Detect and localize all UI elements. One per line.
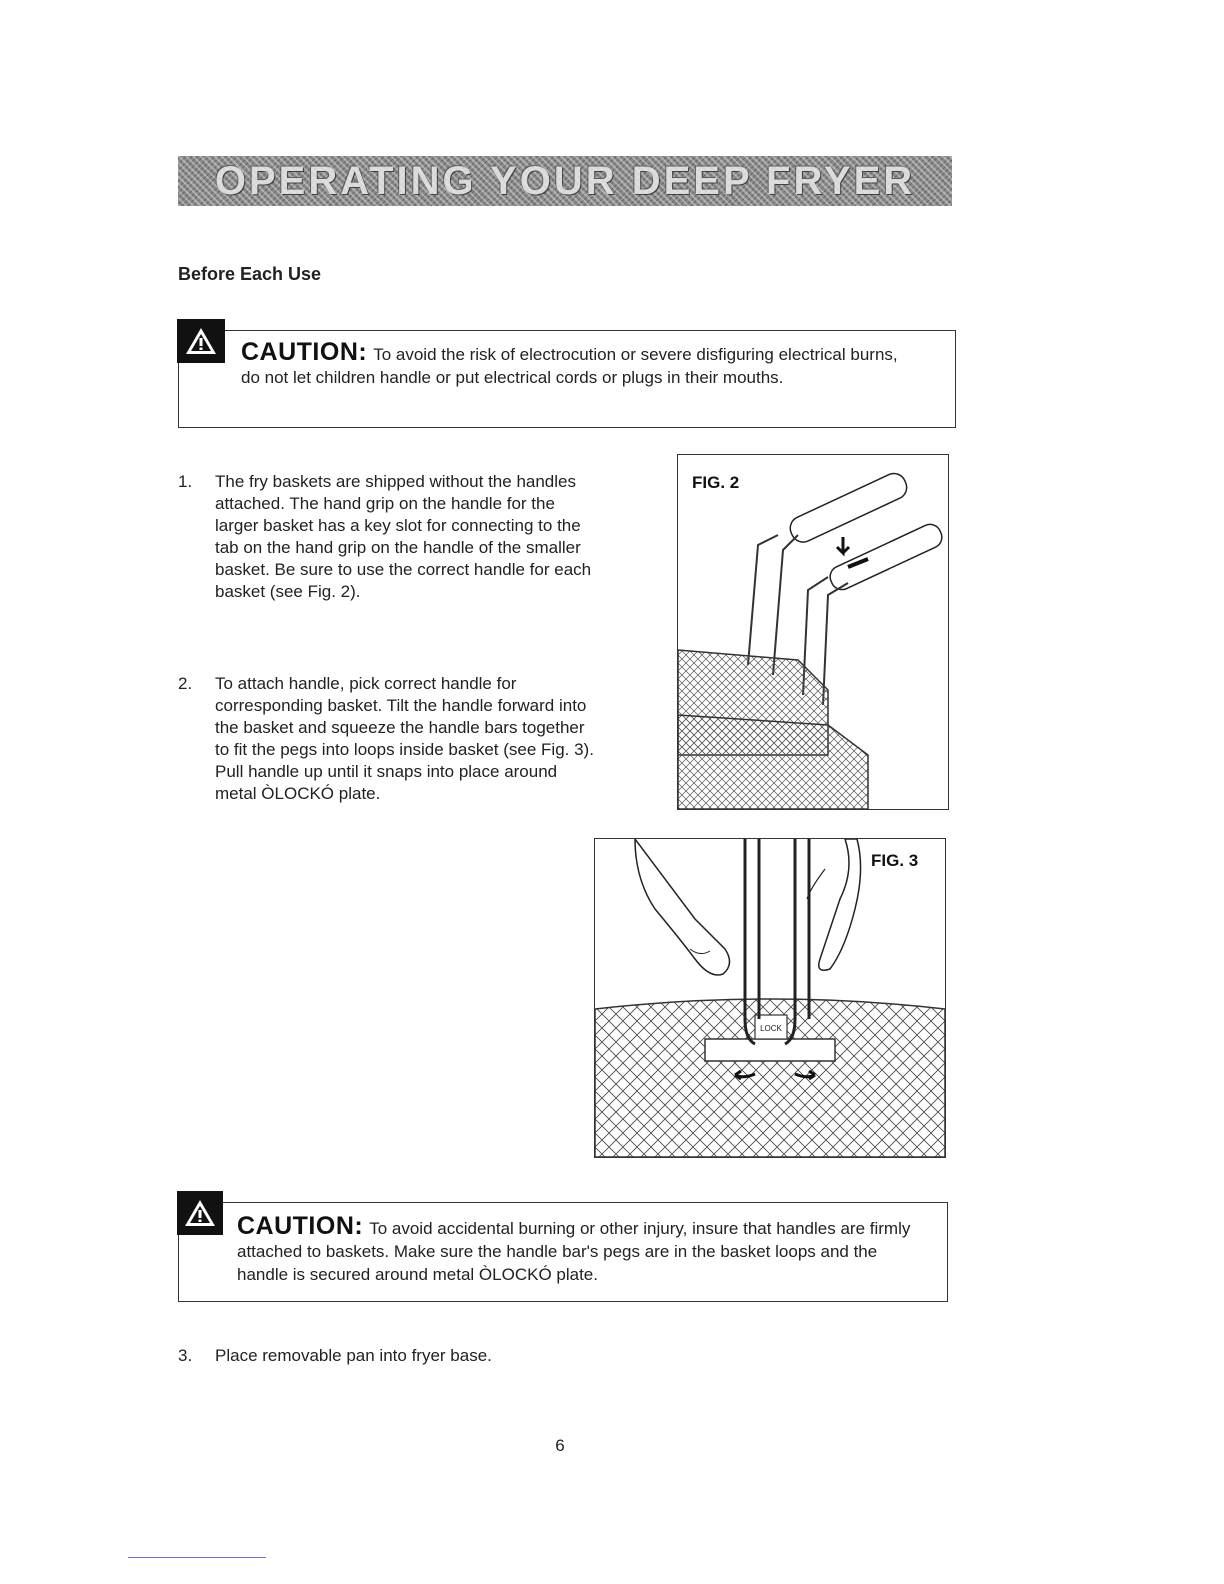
caution-message xyxy=(241,338,921,389)
fig2-illustration xyxy=(678,455,948,809)
step-text: To attach handle, pick correct handle for corresponding basket. Tilt the handle forward into the basket and squeeze the handle bars together to fit the pegs into loops inside basket (see Fig. 3). Pull handle up until it snaps into place around metal ÒLOCKÓ plate. xyxy=(215,674,594,803)
figure-2 xyxy=(677,454,949,810)
banner-title: OPERATING YOUR DEEP FRYER xyxy=(214,158,916,203)
caution-body: To avoid accidental burning or other injury, insure that handles are firmly attached to baskets. Make sure the handle bar's pegs are in the basket loops and the handle is secured around metal ÒLOCKÓ plate. xyxy=(237,1219,911,1284)
warning-icon xyxy=(177,319,225,363)
caution-body: To avoid the risk of electrocution or severe disfiguring electrical burns, do not let children handle or put electrical cords or plugs in their mouths. xyxy=(241,345,898,387)
section-banner xyxy=(178,156,952,206)
figure-label: FIG. 2 xyxy=(692,473,740,492)
warning-icon xyxy=(177,1191,223,1235)
caution-label: CAUTION: xyxy=(241,338,368,366)
section-heading: Before Each Use xyxy=(178,264,322,284)
step-number: 2. xyxy=(178,674,193,693)
caution-box-handles xyxy=(178,1202,948,1302)
fig3-illustration xyxy=(595,839,945,1157)
step-number: 3. xyxy=(178,1346,193,1365)
figure-label: FIG. 3 xyxy=(871,851,919,870)
step-text: The fry baskets are shipped without the handles attached. The hand grip on the handle for the larger basket has a key slot for connecting to the tab on the hand grip on the handle of the smaller basket. Be sure to use the correct handle for each basket (see Fig. 2). xyxy=(215,472,592,601)
caution-message xyxy=(237,1212,927,1286)
step-text: Place removable pan into fryer base. xyxy=(215,1346,492,1365)
lock-plate-label: LOCK xyxy=(760,1024,782,1033)
step-number: 1. xyxy=(178,472,193,491)
page-number: 6 xyxy=(555,1436,565,1455)
footer-rule xyxy=(128,1557,266,1558)
caution-box-electrocution xyxy=(178,330,956,428)
caution-label: CAUTION: xyxy=(237,1212,364,1240)
figure-3 xyxy=(594,838,946,1158)
